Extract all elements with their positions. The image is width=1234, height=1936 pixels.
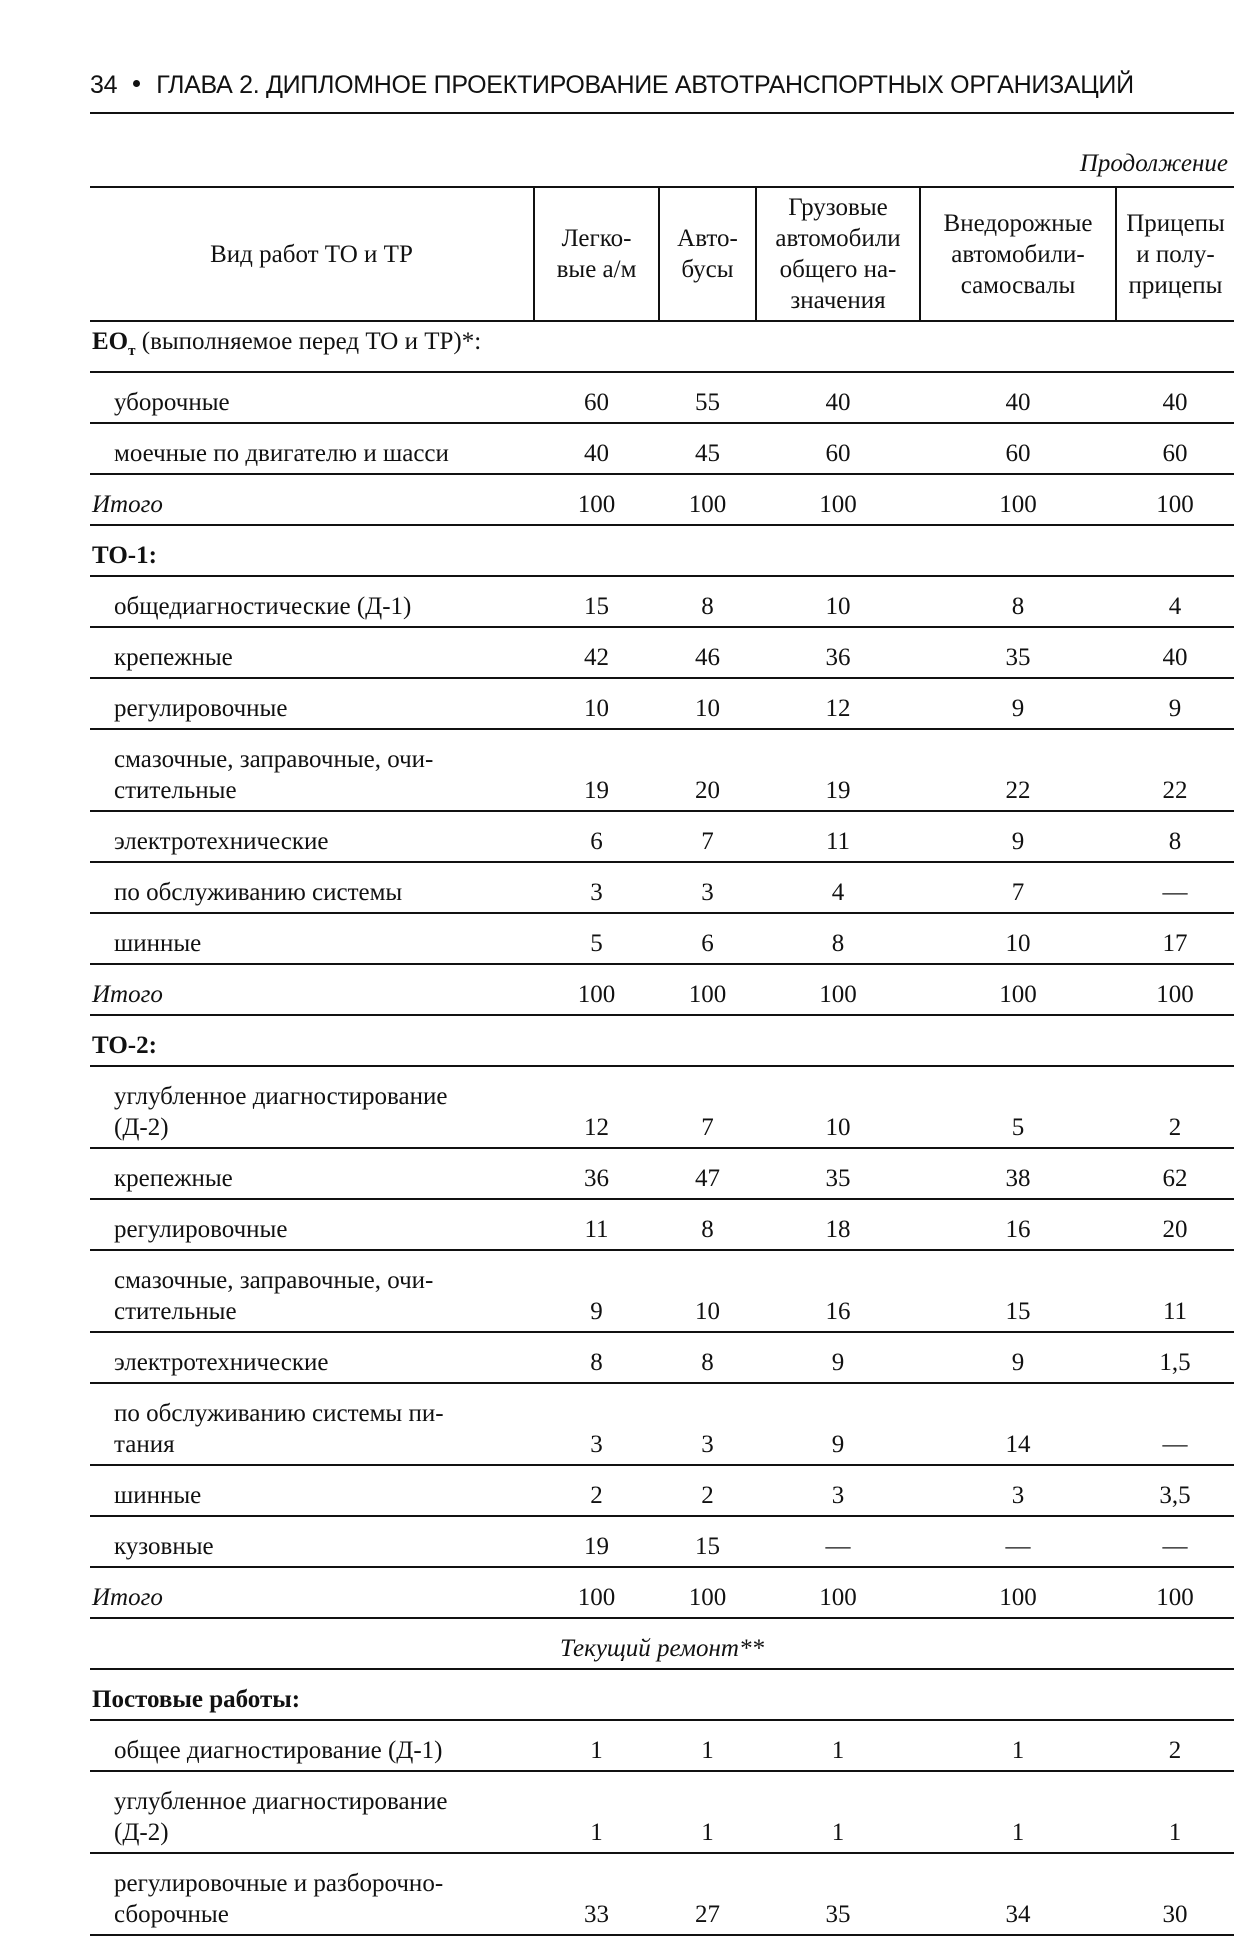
value-cell: 10: [920, 913, 1116, 964]
value-cell: 30: [1116, 1853, 1234, 1935]
value-cell: 47: [659, 1148, 756, 1199]
value-cell: 40: [756, 372, 920, 423]
value-cell: 5: [534, 913, 659, 964]
col-header-cars: Легко- вые а/м: [534, 187, 659, 321]
section-title: Постовые работы:: [90, 1669, 1234, 1720]
value-cell: 10: [534, 678, 659, 729]
table-row: [90, 1720, 1234, 1771]
table-row: [90, 1465, 1234, 1516]
value-cell: 100: [920, 964, 1116, 1015]
table-row: [90, 1250, 1234, 1332]
value-cell: 16: [920, 1199, 1116, 1250]
value-cell: 3: [534, 1383, 659, 1465]
value-cell: 40: [920, 372, 1116, 423]
value-cell: 34: [920, 1853, 1116, 1935]
value-cell: 15: [920, 1250, 1116, 1332]
work-type-cell: углубленное диагностирование (Д-2): [90, 1066, 534, 1148]
value-cell: 2: [534, 1465, 659, 1516]
value-cell: 8: [659, 1332, 756, 1383]
value-cell: 9: [1116, 678, 1234, 729]
value-cell: 100: [659, 1567, 756, 1618]
work-type-cell: по обслуживанию системы: [90, 862, 534, 913]
work-type-cell: регулировочные: [90, 678, 534, 729]
value-cell: 1: [756, 1720, 920, 1771]
continuation-label: Продолжение: [1079, 150, 1228, 177]
section-eo: [90, 321, 1234, 372]
value-cell: 1: [756, 1771, 920, 1853]
total-row: [90, 474, 1234, 525]
value-cell: 2: [1116, 1066, 1234, 1148]
col-header-trucks: Грузовые автомобили общего на- значения: [756, 187, 920, 321]
work-type-cell: крепежные: [90, 1148, 534, 1199]
table-row: [90, 1383, 1234, 1465]
table-row: [90, 811, 1234, 862]
current-repair-label: Текущий ремонт**: [90, 1618, 1234, 1669]
value-cell: 5: [920, 1066, 1116, 1148]
value-cell: 100: [756, 1567, 920, 1618]
table-row: [90, 1332, 1234, 1383]
section-to1: [90, 525, 1234, 576]
table-row: [90, 576, 1234, 627]
value-cell: 3: [659, 862, 756, 913]
page-number: 34: [90, 70, 118, 99]
work-type-cell: уборочные: [90, 372, 534, 423]
section-current-repair: [90, 1618, 1234, 1669]
value-cell: —: [1116, 1516, 1234, 1567]
value-cell: 60: [920, 423, 1116, 474]
value-cell: 10: [756, 1066, 920, 1148]
table-row: [90, 627, 1234, 678]
value-cell: 20: [1116, 1199, 1234, 1250]
value-cell: 1: [534, 1771, 659, 1853]
value-cell: 11: [1116, 1250, 1234, 1332]
value-cell: 40: [534, 423, 659, 474]
value-cell: 100: [659, 964, 756, 1015]
value-cell: 6: [534, 811, 659, 862]
value-cell: —: [756, 1516, 920, 1567]
section-post-works: [90, 1669, 1234, 1720]
value-cell: 9: [534, 1250, 659, 1332]
value-cell: 9: [920, 1332, 1116, 1383]
table-header-row: [90, 187, 1234, 321]
value-cell: 1: [920, 1771, 1116, 1853]
value-cell: 35: [756, 1148, 920, 1199]
value-cell: 4: [1116, 576, 1234, 627]
value-cell: 100: [756, 474, 920, 525]
value-cell: 9: [920, 678, 1116, 729]
work-type-cell: регулировочные и разборочно- сборочные: [90, 1853, 534, 1935]
value-cell: 60: [534, 372, 659, 423]
value-cell: 19: [534, 729, 659, 811]
table-row: [90, 729, 1234, 811]
value-cell: 100: [534, 474, 659, 525]
col-header-trailers: Прицепы и полу- прицепы: [1116, 187, 1234, 321]
value-cell: —: [920, 1516, 1116, 1567]
value-cell: 7: [659, 1066, 756, 1148]
value-cell: 1: [659, 1771, 756, 1853]
value-cell: 18: [756, 1199, 920, 1250]
value-cell: 8: [920, 576, 1116, 627]
value-cell: 1: [920, 1720, 1116, 1771]
value-cell: —: [1116, 862, 1234, 913]
value-cell: 9: [756, 1332, 920, 1383]
value-cell: 22: [1116, 729, 1234, 811]
value-cell: 6: [659, 913, 756, 964]
value-cell: 60: [1116, 423, 1234, 474]
value-cell: 12: [534, 1066, 659, 1148]
value-cell: 8: [534, 1332, 659, 1383]
value-cell: 100: [756, 964, 920, 1015]
section-title: ТО-2:: [90, 1015, 1234, 1066]
value-cell: 10: [659, 678, 756, 729]
value-cell: 45: [659, 423, 756, 474]
value-cell: 3: [756, 1465, 920, 1516]
work-type-cell: общедиагностические (Д-1): [90, 576, 534, 627]
total-row: [90, 1567, 1234, 1618]
value-cell: 1,5: [1116, 1332, 1234, 1383]
value-cell: 1: [1116, 1771, 1234, 1853]
value-cell: 100: [1116, 1567, 1234, 1618]
value-cell: 100: [920, 1567, 1116, 1618]
value-cell: 4: [756, 862, 920, 913]
value-cell: 36: [534, 1148, 659, 1199]
value-cell: 100: [920, 474, 1116, 525]
value-cell: 15: [659, 1516, 756, 1567]
value-cell: 62: [1116, 1148, 1234, 1199]
table-row: [90, 1853, 1234, 1935]
work-type-cell: Итого: [90, 964, 534, 1015]
table-row: [90, 1199, 1234, 1250]
work-type-cell: шинные: [90, 1465, 534, 1516]
value-cell: 3: [534, 862, 659, 913]
work-type-cell: по обслуживанию системы пи- тания: [90, 1383, 534, 1465]
value-cell: 3,5: [1116, 1465, 1234, 1516]
value-cell: 27: [659, 1853, 756, 1935]
table-row: [90, 1771, 1234, 1853]
value-cell: 16: [756, 1250, 920, 1332]
value-cell: 17: [1116, 913, 1234, 964]
value-cell: 11: [534, 1199, 659, 1250]
value-cell: 9: [756, 1383, 920, 1465]
value-cell: 33: [534, 1853, 659, 1935]
col-header-dump-trucks: Внедорожные автомобили- самосвалы: [920, 187, 1116, 321]
work-type-cell: смазочные, заправочные, очи- стительные: [90, 729, 534, 811]
value-cell: 8: [756, 913, 920, 964]
value-cell: 12: [756, 678, 920, 729]
value-cell: 8: [659, 1199, 756, 1250]
section-title: ТО-1:: [90, 525, 1234, 576]
value-cell: 38: [920, 1148, 1116, 1199]
section-title: $ЕО_т$ (выполняемое перед ТО и ТР)*:: [90, 321, 1234, 372]
header-rule: [90, 112, 1234, 114]
chapter-title: ГЛАВА 2. ДИПЛОМНОЕ ПРОЕКТИРОВАНИЕ АВТОТРАНСПОРТНЫХ ОРГАНИЗАЦИЙ: [156, 70, 1134, 99]
table-row: [90, 678, 1234, 729]
value-cell: 40: [1116, 372, 1234, 423]
table-row: [90, 913, 1234, 964]
table-row: [90, 423, 1234, 474]
section-to2: [90, 1015, 1234, 1066]
value-cell: 100: [1116, 964, 1234, 1015]
value-cell: 42: [534, 627, 659, 678]
value-cell: 2: [1116, 1720, 1234, 1771]
bullet-icon: [133, 80, 140, 87]
value-cell: —: [1116, 1383, 1234, 1465]
col-header-buses: Авто- бусы: [659, 187, 756, 321]
work-type-cell: кузовные: [90, 1516, 534, 1567]
value-cell: 55: [659, 372, 756, 423]
value-cell: 20: [659, 729, 756, 811]
value-cell: 1: [534, 1720, 659, 1771]
value-cell: 1: [659, 1720, 756, 1771]
table-row: [90, 862, 1234, 913]
maintenance-work-table: [90, 186, 1234, 1936]
value-cell: 35: [920, 627, 1116, 678]
table-row: [90, 1148, 1234, 1199]
work-type-cell: общее диагностирование (Д-1): [90, 1720, 534, 1771]
value-cell: 3: [659, 1383, 756, 1465]
work-type-cell: моечные по двигателю и шасси: [90, 423, 534, 474]
value-cell: 11: [756, 811, 920, 862]
value-cell: 9: [920, 811, 1116, 862]
value-cell: 46: [659, 627, 756, 678]
value-cell: 36: [756, 627, 920, 678]
col-header-work-type: Вид работ ТО и ТР: [90, 187, 534, 321]
value-cell: 100: [534, 1567, 659, 1618]
value-cell: 3: [920, 1465, 1116, 1516]
value-cell: 7: [920, 862, 1116, 913]
table-row: [90, 1516, 1234, 1567]
value-cell: 8: [1116, 811, 1234, 862]
value-cell: 60: [756, 423, 920, 474]
table-row: [90, 372, 1234, 423]
value-cell: 35: [756, 1853, 920, 1935]
value-cell: 15: [534, 576, 659, 627]
work-type-cell: регулировочные: [90, 1199, 534, 1250]
work-type-cell: смазочные, заправочные, очи- стительные: [90, 1250, 534, 1332]
value-cell: 100: [659, 474, 756, 525]
value-cell: 19: [534, 1516, 659, 1567]
work-type-cell: крепежные: [90, 627, 534, 678]
value-cell: 8: [659, 576, 756, 627]
value-cell: 10: [756, 576, 920, 627]
value-cell: 14: [920, 1383, 1116, 1465]
value-cell: 40: [1116, 627, 1234, 678]
work-type-cell: Итого: [90, 474, 534, 525]
value-cell: 10: [659, 1250, 756, 1332]
table-row: [90, 1066, 1234, 1148]
value-cell: 22: [920, 729, 1116, 811]
work-type-cell: электротехнические: [90, 1332, 534, 1383]
work-type-cell: электротехнические: [90, 811, 534, 862]
work-type-cell: Итого: [90, 1567, 534, 1618]
work-type-cell: шинные: [90, 913, 534, 964]
value-cell: 100: [534, 964, 659, 1015]
work-type-cell: углубленное диагностирование (Д-2): [90, 1771, 534, 1853]
value-cell: 19: [756, 729, 920, 811]
value-cell: 7: [659, 811, 756, 862]
value-cell: 2: [659, 1465, 756, 1516]
total-row: [90, 964, 1234, 1015]
value-cell: 100: [1116, 474, 1234, 525]
